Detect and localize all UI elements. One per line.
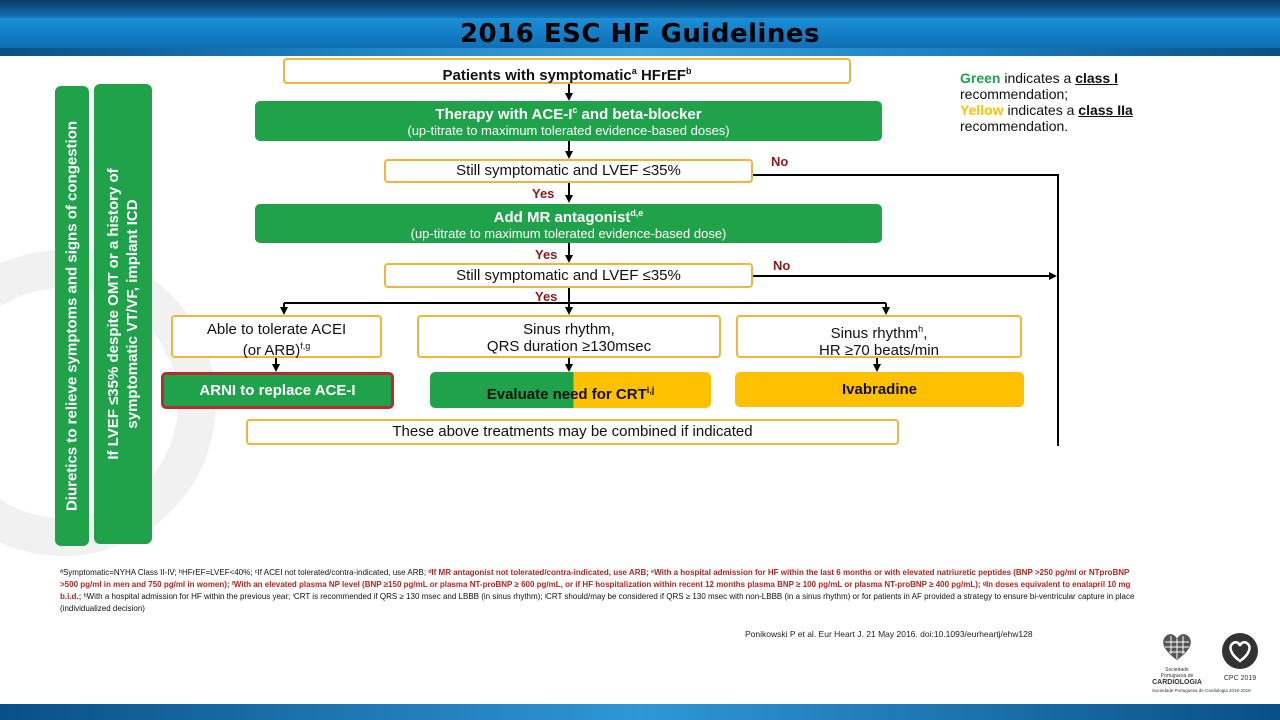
mra-subtitle: (up-titrate to maximum tolerated evidence-based dose)	[410, 226, 727, 241]
icd-bar	[94, 84, 152, 544]
therapy-acei-title	[255, 105, 882, 123]
cpc-heart-icon	[1221, 632, 1259, 670]
yes-label-2: Yes	[535, 247, 558, 262]
branch-left-sup: f,g	[300, 341, 311, 351]
footnote-part-a: ªSymptomatic=NYHA Class II-IV; ᵇHFrEF=LVEF<40%; ᶜIf ACEI not tolerated/contra-indicated, use ARB;	[60, 568, 429, 577]
spc-logo	[1152, 632, 1202, 692]
footnote-part-c: ʰWith a hospital admission for HF within the previous year; ⁱCRT is recommended if QRS ≥ 130 msec and LBBB (in sinus rhythm); ʲCRT should/may be considered if QRS ≥ 130 msec with non-LBBB (in a sinus rhythm) or for patients in AF provided a strategy to ensure bi-ventricular capture in place (individualized decision)	[60, 592, 1135, 613]
arni-box: ARNI to replace ACE-I	[161, 372, 394, 409]
branch-mid-line2: QRS duration ≥130msec	[486, 338, 652, 355]
crt-box	[430, 372, 711, 408]
no-label-1: No	[771, 154, 789, 169]
start-sup-b: b	[685, 66, 692, 76]
mra-title	[255, 208, 882, 226]
legend-yellow-rest: indicates a	[1003, 102, 1079, 118]
branch-mid-box	[417, 315, 721, 358]
branch-right-sup: h	[918, 324, 924, 334]
legend-green-rest: indicates a	[1000, 70, 1076, 86]
legend-green-word: Green	[960, 70, 1001, 86]
footer-bar	[0, 704, 1280, 720]
legend-green-tail: recommendation;	[960, 86, 1069, 102]
start-box	[283, 58, 851, 84]
branch-left-line2	[173, 338, 380, 359]
therapy-acei-line1: Therapy with ACE-I	[435, 106, 573, 123]
legend-yellow-tail: recommendation.	[960, 118, 1069, 134]
branch-right-comma: ,	[923, 325, 928, 342]
cpc-logo-text: CPC 2019	[1223, 675, 1257, 682]
icd-text-line2: symptomatic VT/VF, implant ICD	[124, 199, 141, 429]
mra-sup: d,e	[630, 208, 644, 218]
branch-right-box	[736, 315, 1022, 358]
branch-mid-line1: Sinus rhythm,	[523, 321, 615, 338]
legend-class-i: class I	[1075, 70, 1119, 86]
cpc-logo-sub: Sociedade Portuguesa de Cardiologia 2018-2019	[1152, 688, 1251, 693]
crt-text: Evaluate need for CRT	[486, 386, 647, 403]
combined-box: These above treatments may be combined if indicated	[246, 419, 899, 445]
branch-right-line1	[738, 321, 1020, 342]
legend-yellow-word: Yellow	[960, 102, 1004, 118]
header-glow	[0, 0, 1280, 18]
legend-class-iia: class IIa	[1078, 102, 1133, 118]
therapy-acei-line1b: and beta-blocker	[577, 106, 702, 123]
branch-right-line1-text: Sinus rhythm	[830, 325, 919, 342]
start-text2: HFrEF	[636, 67, 686, 84]
therapy-acei-sup: c	[572, 105, 578, 115]
footnote-part-b: ᵈIf MR antagonist not tolerated/contra-indicated, use ARB; ᵉWith a hospital admission for HF within the last 6 months or with elevated natriuretic peptides (BNP >250 pg/ml or NTproBNP >500 pg/ml in men and 750 pg/ml in women); ᶠWith an elevated plasma NP level (BNP ≥150 pg/mL or plasma NT-proBNP ≥ 600 pg/mL, or if HF hospitalization within recent 12 months plasma BNP ≥ 100 pg/mL or plasma NT-proBNP ≥ 400 pg/mL); ᵍIn doses equivalent to enalapril 10 mg b.i.d.;	[60, 568, 1131, 601]
branch-left-line2-text: (or ARB)	[242, 342, 301, 359]
start-sup-a: a	[631, 66, 637, 76]
icd-text-line1: If LVEF ≤35% despite OMT or a history of	[105, 168, 122, 460]
spc-logo-big: CARDIOLOGIA	[1152, 679, 1202, 686]
start-text: Patients with symptomatic	[442, 67, 632, 84]
branch-left-box	[171, 315, 382, 358]
spc-heart-icon	[1159, 632, 1195, 662]
check2-box: Still symptomatic and LVEF ≤35%	[384, 263, 753, 288]
branch-left-line1: Able to tolerate ACEI	[206, 321, 347, 338]
spc-logo-small: Sociedade Portuguesa de	[1160, 667, 1194, 679]
legend-green	[960, 70, 1220, 86]
legend	[960, 70, 1220, 134]
diuretics-bar	[55, 86, 89, 546]
cpc-logo	[1210, 632, 1270, 692]
mra-box	[255, 204, 882, 243]
therapy-acei-subtitle: (up-titrate to maximum tolerated evidence-based doses)	[407, 123, 730, 138]
legend-yellow	[960, 102, 1220, 118]
crt-sup: i,j	[646, 385, 655, 395]
ivabradine-box: Ivabradine	[735, 372, 1024, 407]
therapy-acei-box	[255, 101, 882, 141]
slide-title: 2016 ESC HF Guidelines	[459, 19, 821, 49]
icd-text	[104, 168, 142, 459]
yes-label-3: Yes	[535, 289, 558, 304]
diuretics-text: Diuretics to relieve symptoms and signs of congestion	[63, 120, 81, 512]
branch-right-line2: HR ≥70 beats/min	[819, 342, 939, 359]
check1-box: Still symptomatic and LVEF ≤35%	[384, 159, 753, 183]
mra-line1: Add MR antagonist	[493, 209, 631, 226]
footnotes	[60, 567, 1140, 615]
yes-label-1: Yes	[532, 186, 555, 201]
no-label-2: No	[773, 258, 791, 273]
reference: Ponikowski P et al. Eur Heart J. 21 May 2016. doi:10.1093/eurheartj/ehw128	[745, 629, 1033, 639]
